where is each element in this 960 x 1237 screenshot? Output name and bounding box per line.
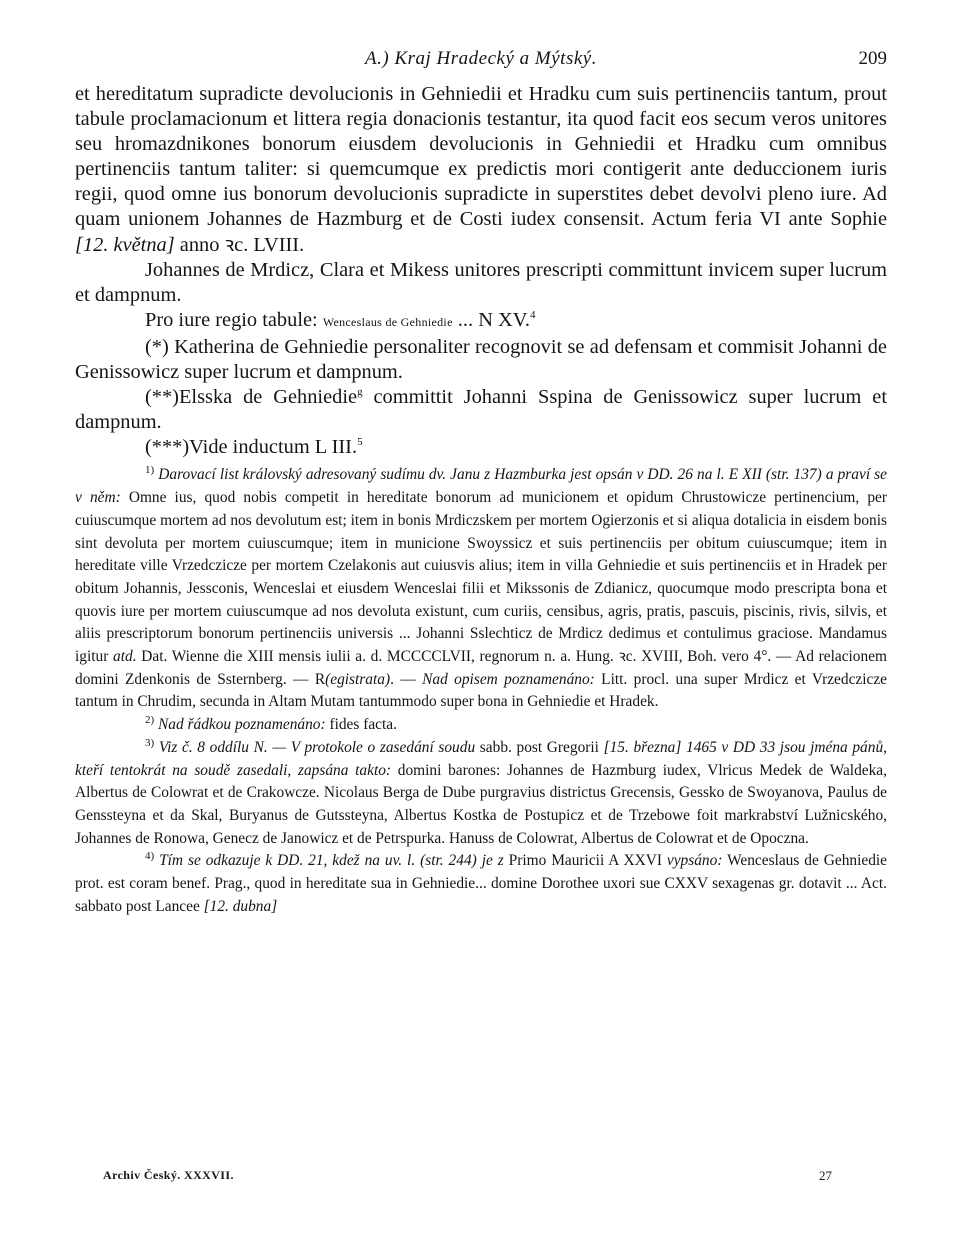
paragraph: (**)Elsska de Gehniedie$^g$ committit Johanni Sspina de Genissowicz super lucrum et dampnum.: [75, 386, 887, 434]
footnote-ref: g: [357, 386, 363, 399]
footnote-ref: 4: [529, 309, 536, 322]
footnote-ref: 5: [357, 436, 363, 449]
signature-number: 27: [819, 1168, 832, 1183]
footnotes: [75, 464, 887, 918]
paragraph: (*) Katherina de Gehniedie personaliter recognovit se ad defensam et commisit Johanni de Genissowicz super lucrum et dampnum.: [75, 335, 887, 384]
running-header: [75, 48, 887, 82]
footnote: $^{3)}$ Viz č. 8 oddílu N. — V protokole o zasedání soudu sabb. post Gregorii [15. března] 1465 v DD 33 jsou jména pánů, kteří tentokrát na soudě zasedali, zapsána takto: domini barones: Johannes de Hazmburg iudex, Vlricus Medek de Waldeka, Albertus de Colowrat et de Crakowcze. Nicolaus Berga de Dube purgravius districtus Grecensis, Gessko de Swoyanova, Paulus de Genssteyna et da Skal, Buryanus de Gutssteyna, Albertus Kostka de Postupicz et de Trzebowe foit markrabství Lužnicského, Johannes de Ronowa, Genecz de Janowicz et de Petrspurka. Hanuss de Colowrat, Albertus de Colowrat et de Opoczna.: [75, 736, 887, 847]
page-number: 209: [858, 48, 887, 69]
paragraph: Pro iure regio tabule: Wenceslaus de Gehniedie ... N XV.$^4$: [145, 308, 536, 331]
date-bracket: [12. května]: [75, 233, 175, 256]
footnote: $^{4)}$ Tím se odkazuje k DD. 21, kdež na uv. l. (str. 244) je z Primo Mauricii A XXVI vypsáno: Wenceslaus de Gehniedie prot. est coram benef. Prag., quod in hereditate sua in Gehniedie... domine Dorothee uxori sue CXXV sexagenas gr. dotavit ... Act. sabbato post Lancee [12. dubna]: [75, 850, 887, 915]
paragraph: (***)Vide inductum L III.$^5$: [145, 436, 363, 459]
small-name: Wenceslaus de Gehniedie: [322, 314, 453, 329]
running-title: A.) Kraj Hradecký a Mýtský.: [365, 48, 597, 69]
signature-mark: Archiv Český. XXXVII.: [103, 1168, 234, 1182]
footnote: $^{2)}$ Nad řádkou poznamenáno: fides facta.: [145, 714, 397, 734]
paragraph: et hereditatum supradicte devolucionis in Gehniedii et Hradku cum suis pertinenciis tantum, prout tabule proclamacionum et littera regia donacionis testantur, ita quod facit eos secum veros unitores seu hromazdnikones bonorum eiusdem devolucionis in Gehniedii et Hradku cum omnibus pertinenciis tantum taliter: si quemcumque ex predictis mori contigerit ante deduccionem iuris regii, quod omne ius bonorum devolucionis supradicte in superstites debet devolvi pleno iure. Ad quam unionem Johannes de Hazmburg et de Costi iudex consensit. Actum feria VI ante Sophie [12. května] anno ꝛc. LVIII.: [75, 83, 887, 256]
footnote: $^{1)}$ Darovací list královský adresovaný sudímu dv. Janu z Hazmburka jest opsán v DD. 26 na l. E XII (str. 137) a praví se v něm: Omne ius, quod nobis competit in hereditate bonorum ad municionem et opidum Chrustowicze pertinencium, per cuiuscumque mortem ad nos devolutum est; item in bonis Mrdiczskem per mortem Ogierzonis et si aliqua dotalicia in eisdem bonis sint devoluta per mortem cuiuscumque; item in municione Swoyssicz et suis pertinenciis per obitum cuiuscumque; item in hereditate ville Vrzedczicze per mortem Czelakonis aut cuiusvis alius; item in villa Gehniedie et suis pertinenciis et in Hradek per obitum Johannis, Jessconis, Wenceslai et eiusdem Wenceslai filii et Mikssonis de Zdianicz, quocumque modo prescripta bona et quovis iure per mortem cuiuscumque ad nos devoluta existunt, cum curiis, censibus, agris, pratis, pascuis, piscinis, rivis, silvis, et aliis prescriptorum bonorum pertinenciis universis ... Johanni Sslechticz de Mrdicz dedimus et contulimus graciose. Mandamus igitur atd. Dat. Wienne die XIII mensis iulii a. d. MCCCCLVII, regnorum n. a. Hung. ꝛc. XVIII, Boh. vero 4°. — Ad relacionem domini Zdenkonis de Ssternberg. — R(egistrata). — Nad opisem poznamenáno: Litt. procl. una super Mrdicz et Vrzedczicze tantum in Chrudim, secunda in Altam Mutam tantummodo super bona in Gehniedie et Hradek.: [75, 464, 888, 711]
paragraph: Johannes de Mrdicz, Clara et Mikess unitores prescripti committunt invicem super lucrum et dampnum.: [75, 258, 887, 306]
page: [75, 48, 887, 918]
page-footer: [75, 1168, 887, 1188]
main-text: [75, 82, 887, 460]
